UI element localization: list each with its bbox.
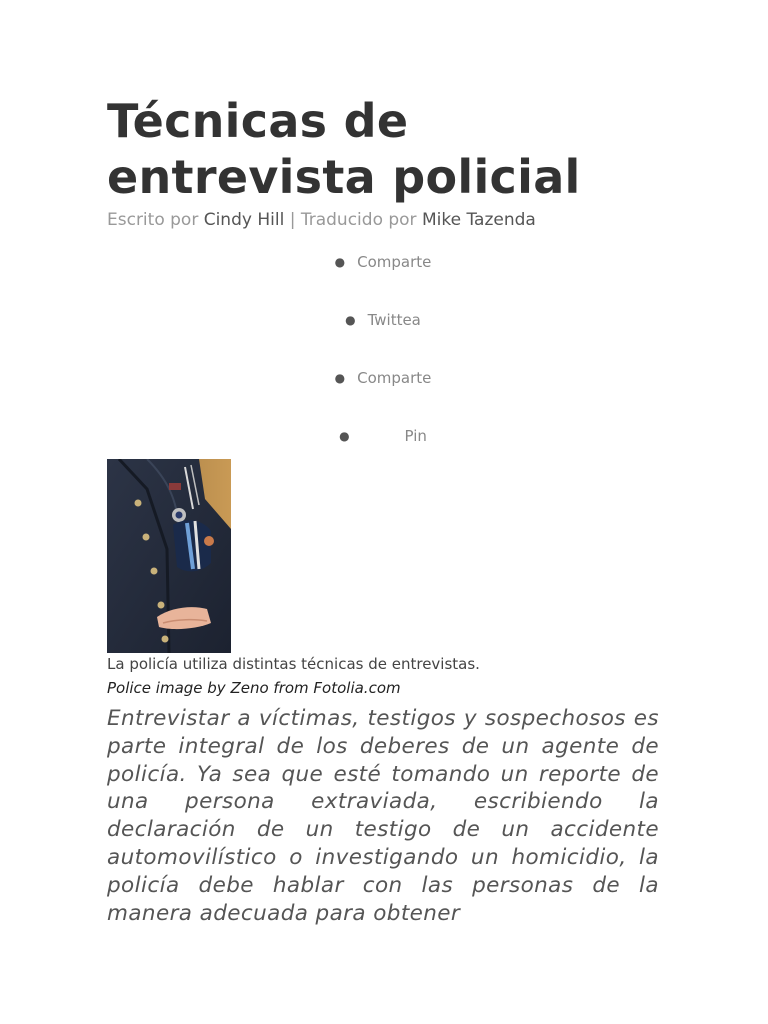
police-uniform-photo bbox=[107, 459, 231, 653]
share-label: Comparte bbox=[357, 253, 432, 271]
bullet-icon: ● bbox=[334, 371, 346, 385]
share-label: Twittea bbox=[367, 311, 421, 329]
share-label: Pin bbox=[404, 427, 427, 445]
author-link[interactable]: Cindy Hill bbox=[203, 210, 285, 230]
bullet-icon: ● bbox=[345, 313, 356, 327]
image-credit: Police image by Zeno from Fotolia.com bbox=[107, 679, 401, 697]
image-caption: La policía utiliza distintas técnicas de entrevistas. bbox=[107, 655, 480, 673]
share-facebook[interactable] bbox=[107, 252, 659, 272]
article-title: Técnicas de entrevista policial bbox=[107, 94, 581, 204]
byline-written-prefix: Escrito por bbox=[107, 210, 199, 230]
byline-translated-prefix: Traducido por bbox=[300, 210, 417, 230]
share-pinterest[interactable] bbox=[107, 426, 659, 446]
byline bbox=[107, 208, 659, 232]
share-linkedin[interactable] bbox=[107, 368, 659, 388]
byline-separator: | bbox=[289, 210, 296, 230]
translator-link[interactable]: Mike Tazenda bbox=[421, 210, 536, 230]
share-twitter[interactable] bbox=[107, 310, 659, 330]
share-label: Comparte bbox=[357, 369, 432, 387]
bullet-icon: ● bbox=[334, 255, 346, 269]
article-body: Entrevistar a víctimas, testigos y sospechosos es parte integral de los deberes de un agente de policía. Ya sea que esté tomando un reporte de una persona extraviada, escribiendo la declaración de un testigo de un accidente automovilístico o investigando un homicidio, la policía debe hablar con las personas de la manera adecuada para obtener bbox=[107, 706, 659, 926]
bullet-icon: ● bbox=[339, 429, 350, 443]
